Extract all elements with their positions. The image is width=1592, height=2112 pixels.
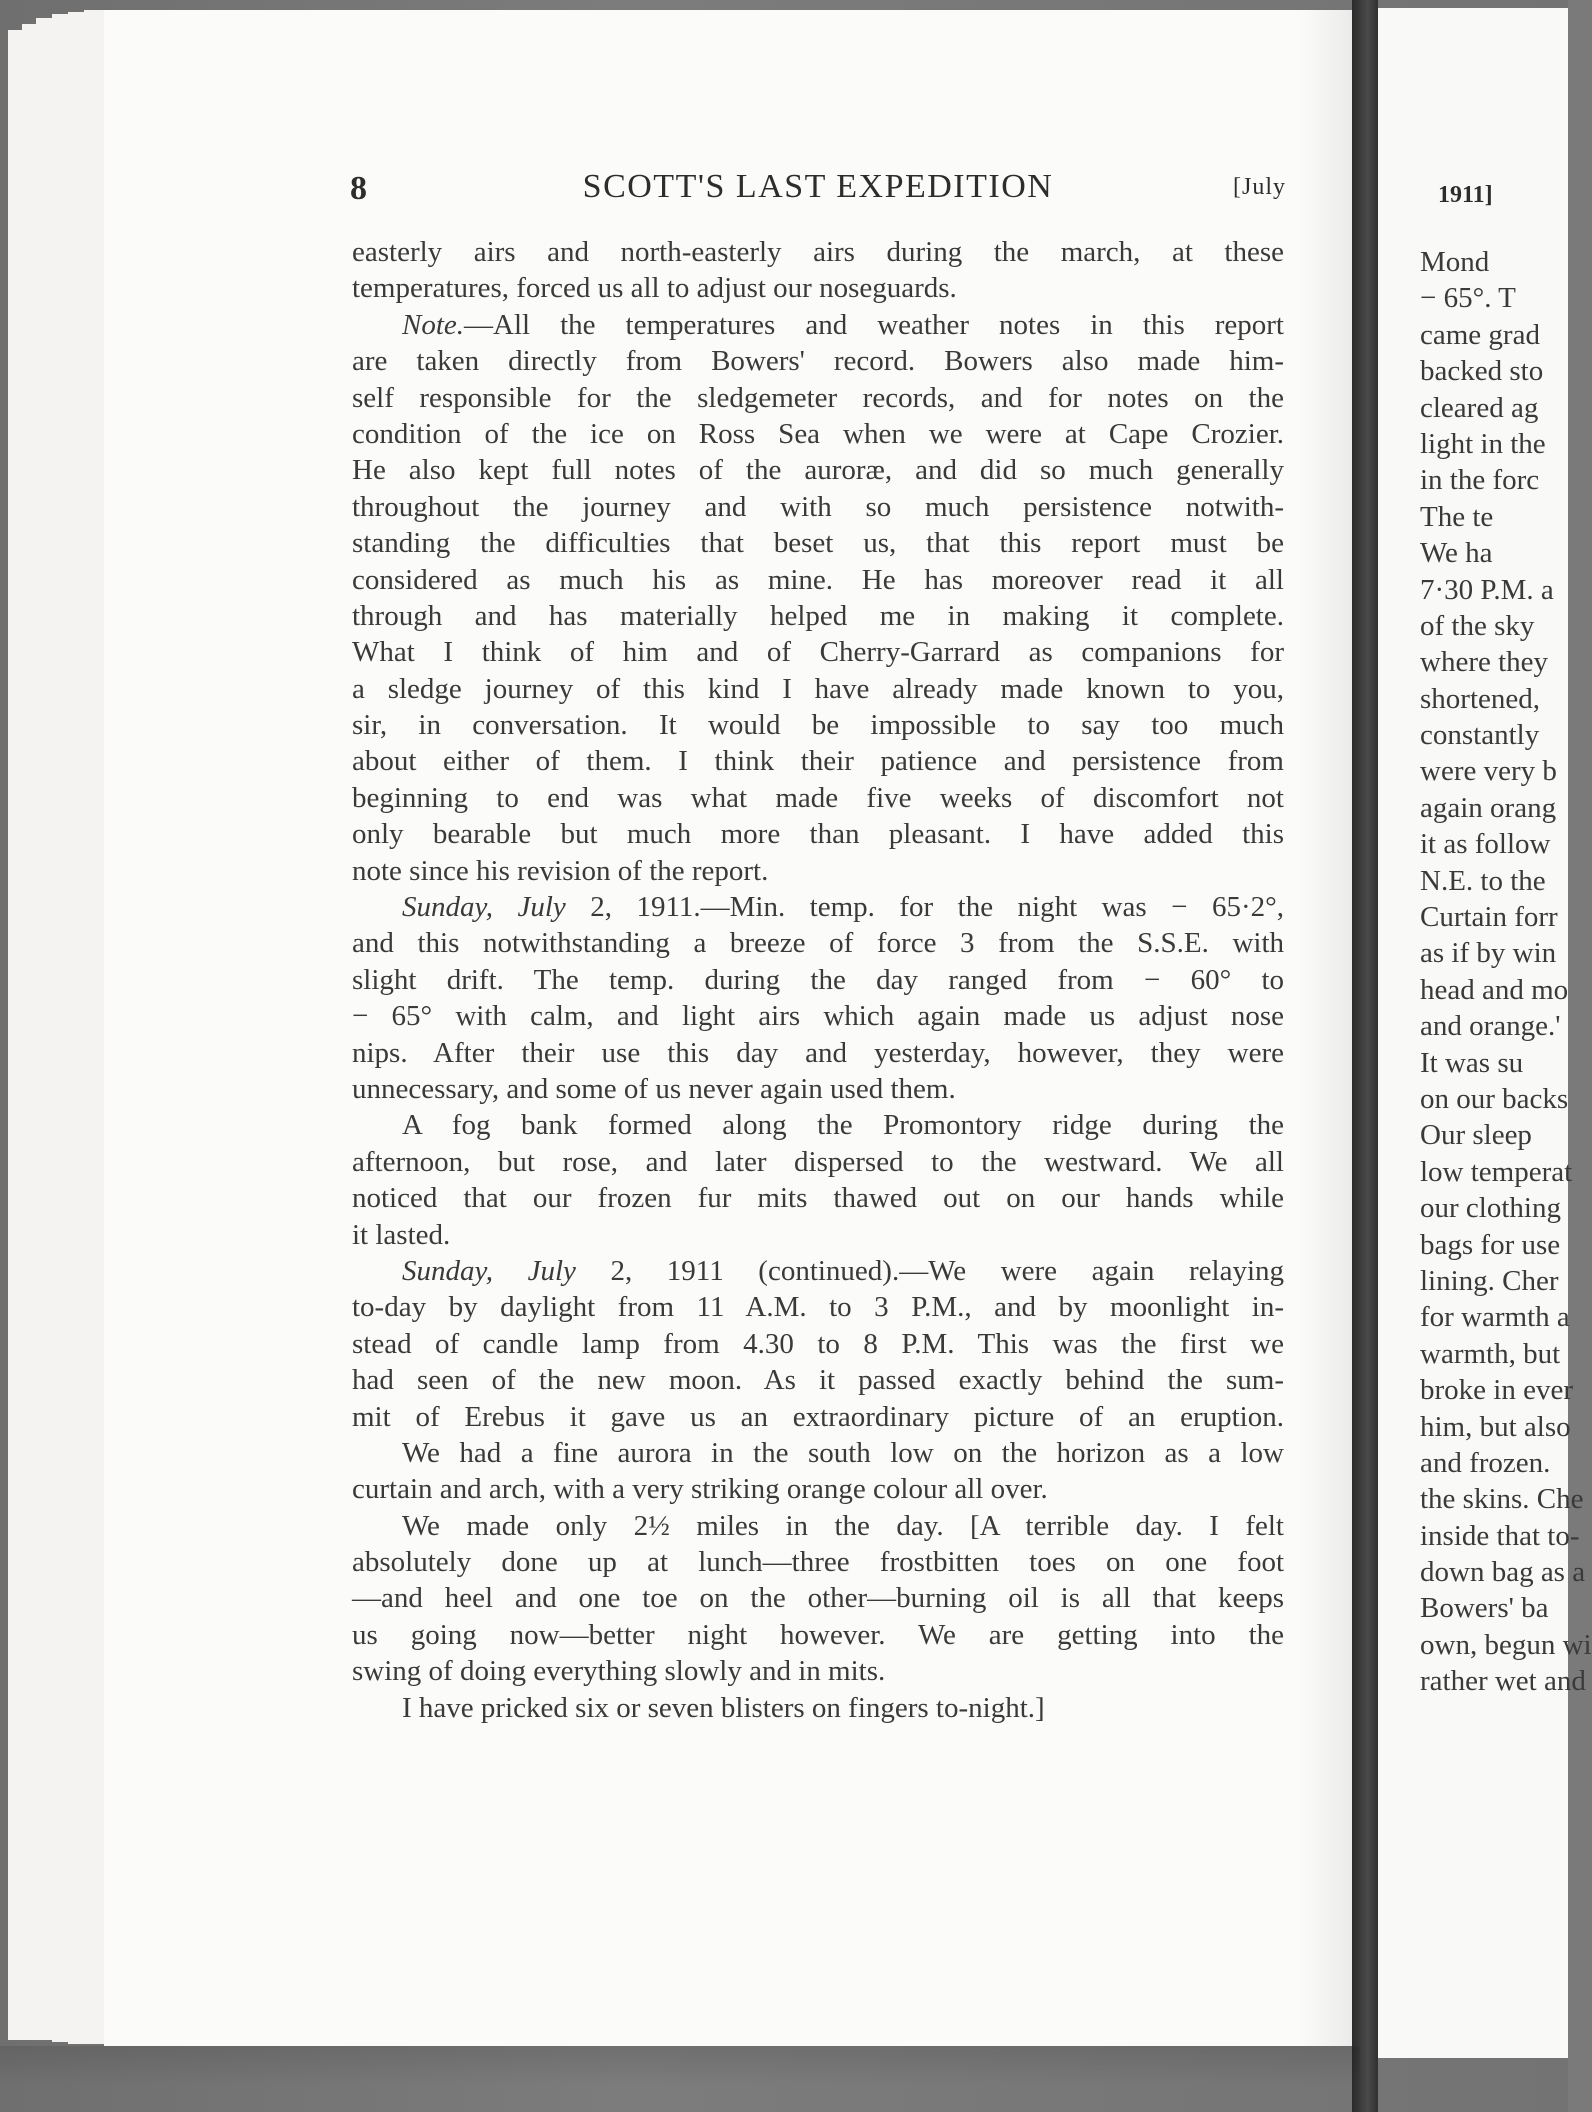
text-line (352, 1180, 1284, 1216)
text-line (352, 1690, 1284, 1726)
right-page-line: and orange.' (1420, 1010, 1561, 1043)
text-line (352, 343, 1284, 379)
text-line-content: unnecessary, and some of us never again used them. (352, 1072, 956, 1105)
text-line-content: easterly airs and north-easterly airs during the march, at these (352, 236, 1284, 268)
text-line-content: and this notwithstanding a breeze of force 3 from the S.S.E. with (352, 927, 1284, 960)
text-line-content: through and has materially helped me in making it complete. (352, 599, 1284, 632)
right-page-line: backed sto (1420, 355, 1544, 388)
right-page-line: − 65°. T (1420, 282, 1516, 315)
text-line (352, 1289, 1284, 1325)
text-line (352, 452, 1284, 488)
right-page-line: cleared ag (1420, 391, 1539, 424)
text-line (352, 816, 1284, 852)
right-page-line: low temperat (1420, 1155, 1573, 1188)
right-page-line: down bag as a (1420, 1556, 1586, 1589)
text-line (352, 598, 1284, 634)
right-page-line: on our backs (1420, 1082, 1569, 1115)
text-line (352, 525, 1284, 561)
text-line (352, 416, 1284, 452)
text-line-content: A fog bank formed along the Promontory ridge during the (402, 1109, 1284, 1142)
text-line-content: self responsible for the sledgemeter records, and for notes on the (352, 381, 1284, 414)
text-line-content: are taken directly from Bowers' record. Bowers also made him- (352, 345, 1284, 378)
text-line (352, 1071, 1284, 1107)
right-page-line: it as follow (1420, 828, 1551, 861)
text-line-content: only bearable but much more than pleasant. I have added this (352, 818, 1284, 851)
text-line-content: standing the difficulties that beset us, that this report must be (352, 527, 1284, 560)
right-page-line: The te (1420, 500, 1494, 533)
text-line-content: Note.—All the temperatures and weather notes in this report (402, 308, 1284, 341)
right-page-line: Mond (1420, 246, 1490, 278)
right-page-line: Our sleep (1420, 1119, 1532, 1152)
text-line-content: afternoon, but rose, and later dispersed to the westward. We all (352, 1145, 1284, 1178)
text-line-content: swing of doing everything slowly and in mits. (352, 1655, 886, 1688)
text-line-content: noticed that our frozen fur mits thawed out on our hands while (352, 1182, 1284, 1215)
italic-lead: Sunday, July (402, 891, 566, 924)
text-line (352, 1508, 1284, 1544)
text-line (352, 743, 1284, 779)
right-page-line: bags for use (1420, 1228, 1561, 1261)
text-line-content: stead of candle lamp from 4.30 to 8 P.M. This was the first we (352, 1327, 1284, 1360)
text-line-content: throughout the journey and with so much persistence notwith- (352, 490, 1284, 523)
right-page-line: in the forc (1420, 464, 1540, 497)
right-page-line: 7·30 P.M. a (1420, 573, 1554, 606)
text-line (352, 234, 1284, 270)
right-page-line: Bowers' ba (1420, 1592, 1549, 1625)
text-line-content: about either of them. I think their patience and persistence from (352, 745, 1284, 778)
text-line (352, 1253, 1284, 1289)
right-page-line: rather wet and (1420, 1665, 1586, 1698)
right-page-line: him, but also (1420, 1410, 1571, 1443)
right-page-line: Curtain forr (1420, 901, 1558, 934)
right-page-line: and frozen. (1420, 1446, 1551, 1479)
right-page-line: We ha (1420, 537, 1493, 570)
text-line (352, 671, 1284, 707)
right-page-line: head and mo (1420, 973, 1569, 1006)
right-page-line: our clothing (1420, 1192, 1561, 1225)
text-line (352, 1144, 1284, 1180)
right-page-line: the skins. Che (1420, 1483, 1584, 1516)
right-page-line: lining. Cher (1420, 1264, 1559, 1297)
italic-lead: Sunday, July (402, 1254, 576, 1287)
text-line (352, 998, 1284, 1034)
right-page-line: N.E. to the (1420, 864, 1546, 897)
text-line-content: note since his revision of the report. (352, 854, 769, 887)
text-line-content: What I think of him and of Cherry-Garrard as companions for (352, 636, 1284, 669)
text-line-content: to-day by daylight from 11 A.M. to 3 P.M., and by moonlight in- (352, 1291, 1284, 1324)
book-spine (1352, 0, 1378, 2112)
right-page-line: broke in ever (1420, 1374, 1573, 1407)
text-line-content: considered as much his as mine. He has moreover read it all (352, 563, 1284, 596)
text-line (352, 707, 1284, 743)
text-line-content: − 65° with calm, and light airs which again made us adjust nose (352, 1000, 1284, 1033)
text-line (352, 962, 1284, 998)
right-page-line: were very b (1420, 755, 1557, 788)
text-line (352, 1362, 1284, 1398)
text-line-content: Sunday, July 2, 1911.—Min. temp. for the night was − 65·2°, (402, 891, 1284, 924)
right-page-line: shortened, (1420, 682, 1540, 715)
text-line-content: absolutely done up at lunch—three frostbitten toes on one foot (352, 1546, 1284, 1579)
text-line-content: We had a fine aurora in the south low on the horizon as a low (402, 1436, 1284, 1469)
text-line-content: curtain and arch, with a very striking orange colour all over. (352, 1473, 1048, 1506)
header-month: [July (1233, 174, 1286, 200)
text-line-content: temperatures, forced us all to adjust our noseguards. (352, 272, 957, 305)
text-line-content: I have pricked six or seven blisters on fingers to-night.] (402, 1691, 1045, 1724)
text-line-content: He also kept full notes of the auroræ, and did so much generally (352, 454, 1284, 487)
text-line (352, 1544, 1284, 1580)
text-line-content: a sledge journey of this kind I have already made known to you, (352, 672, 1284, 705)
right-page-body (1420, 244, 1592, 1700)
right-page-line: came grad (1420, 318, 1540, 351)
left-page-body (352, 234, 1284, 1726)
text-line-content: beginning to end was what made five weeks of discomfort not (352, 781, 1284, 814)
text-line-content: it lasted. (352, 1218, 451, 1251)
right-page-line: warmth, but (1420, 1337, 1561, 1370)
text-line (352, 1217, 1284, 1253)
text-line-content: slight drift. The temp. during the day ranged from − 60° to (352, 963, 1284, 996)
text-line (352, 1580, 1284, 1616)
text-line-content: We made only 2½ miles in the day. [A terrible day. I felt (402, 1509, 1284, 1542)
italic-lead: Note. (402, 308, 465, 341)
text-line-content: Sunday, July 2, 1911 (continued).—We were again relaying (402, 1254, 1284, 1287)
running-title: SCOTT'S LAST EXPEDITION (582, 168, 1054, 205)
right-page-line: as if by win (1420, 937, 1557, 970)
text-line-content: —and heel and one toe on the other—burning oil is all that keeps (352, 1582, 1284, 1615)
text-line (352, 925, 1284, 961)
text-line (352, 489, 1284, 525)
text-line-content: nips. After their use this day and yesterday, however, they were (352, 1036, 1284, 1069)
text-line (352, 380, 1284, 416)
text-line (352, 1435, 1284, 1471)
text-line-content: had seen of the new moon. As it passed exactly behind the sum- (352, 1364, 1284, 1397)
right-page-line: inside that to- (1420, 1519, 1580, 1552)
text-line-content: mit of Erebus it gave us an extraordinary picture of an eruption. (352, 1400, 1284, 1433)
text-line (352, 562, 1284, 598)
text-line (352, 780, 1284, 816)
text-line (352, 634, 1284, 670)
text-line (352, 1471, 1284, 1507)
text-line (352, 1107, 1284, 1143)
text-line (352, 853, 1284, 889)
text-line (352, 1399, 1284, 1435)
text-line (352, 1326, 1284, 1362)
right-page-line: own, begun wi (1420, 1628, 1592, 1661)
page-bottom-shadow (0, 2046, 1360, 2086)
left-page-header (350, 168, 1286, 218)
right-page-line: again orang (1420, 791, 1557, 824)
right-page-line: for warmth a (1420, 1301, 1570, 1334)
text-line (352, 889, 1284, 925)
right-page-header: 1911] (1438, 182, 1493, 208)
right-page-line: of the sky (1420, 609, 1535, 642)
right-page-line: It was su (1420, 1046, 1524, 1079)
text-line (352, 1653, 1284, 1689)
text-line (352, 1617, 1284, 1653)
text-line-content: condition of the ice on Ross Sea when we were at Cape Crozier. (352, 417, 1284, 450)
text-line (352, 307, 1284, 343)
right-page-line: where they (1420, 646, 1549, 679)
text-line-content: us going now—better night however. We are getting into the (352, 1618, 1284, 1651)
text-line (352, 270, 1284, 306)
right-page-line: constantly (1420, 719, 1540, 752)
text-line-content: sir, in conversation. It would be impossible to say too much (352, 709, 1284, 742)
right-page-line: light in the (1420, 427, 1546, 460)
text-line (352, 1035, 1284, 1071)
page-number: 8 (350, 170, 367, 207)
